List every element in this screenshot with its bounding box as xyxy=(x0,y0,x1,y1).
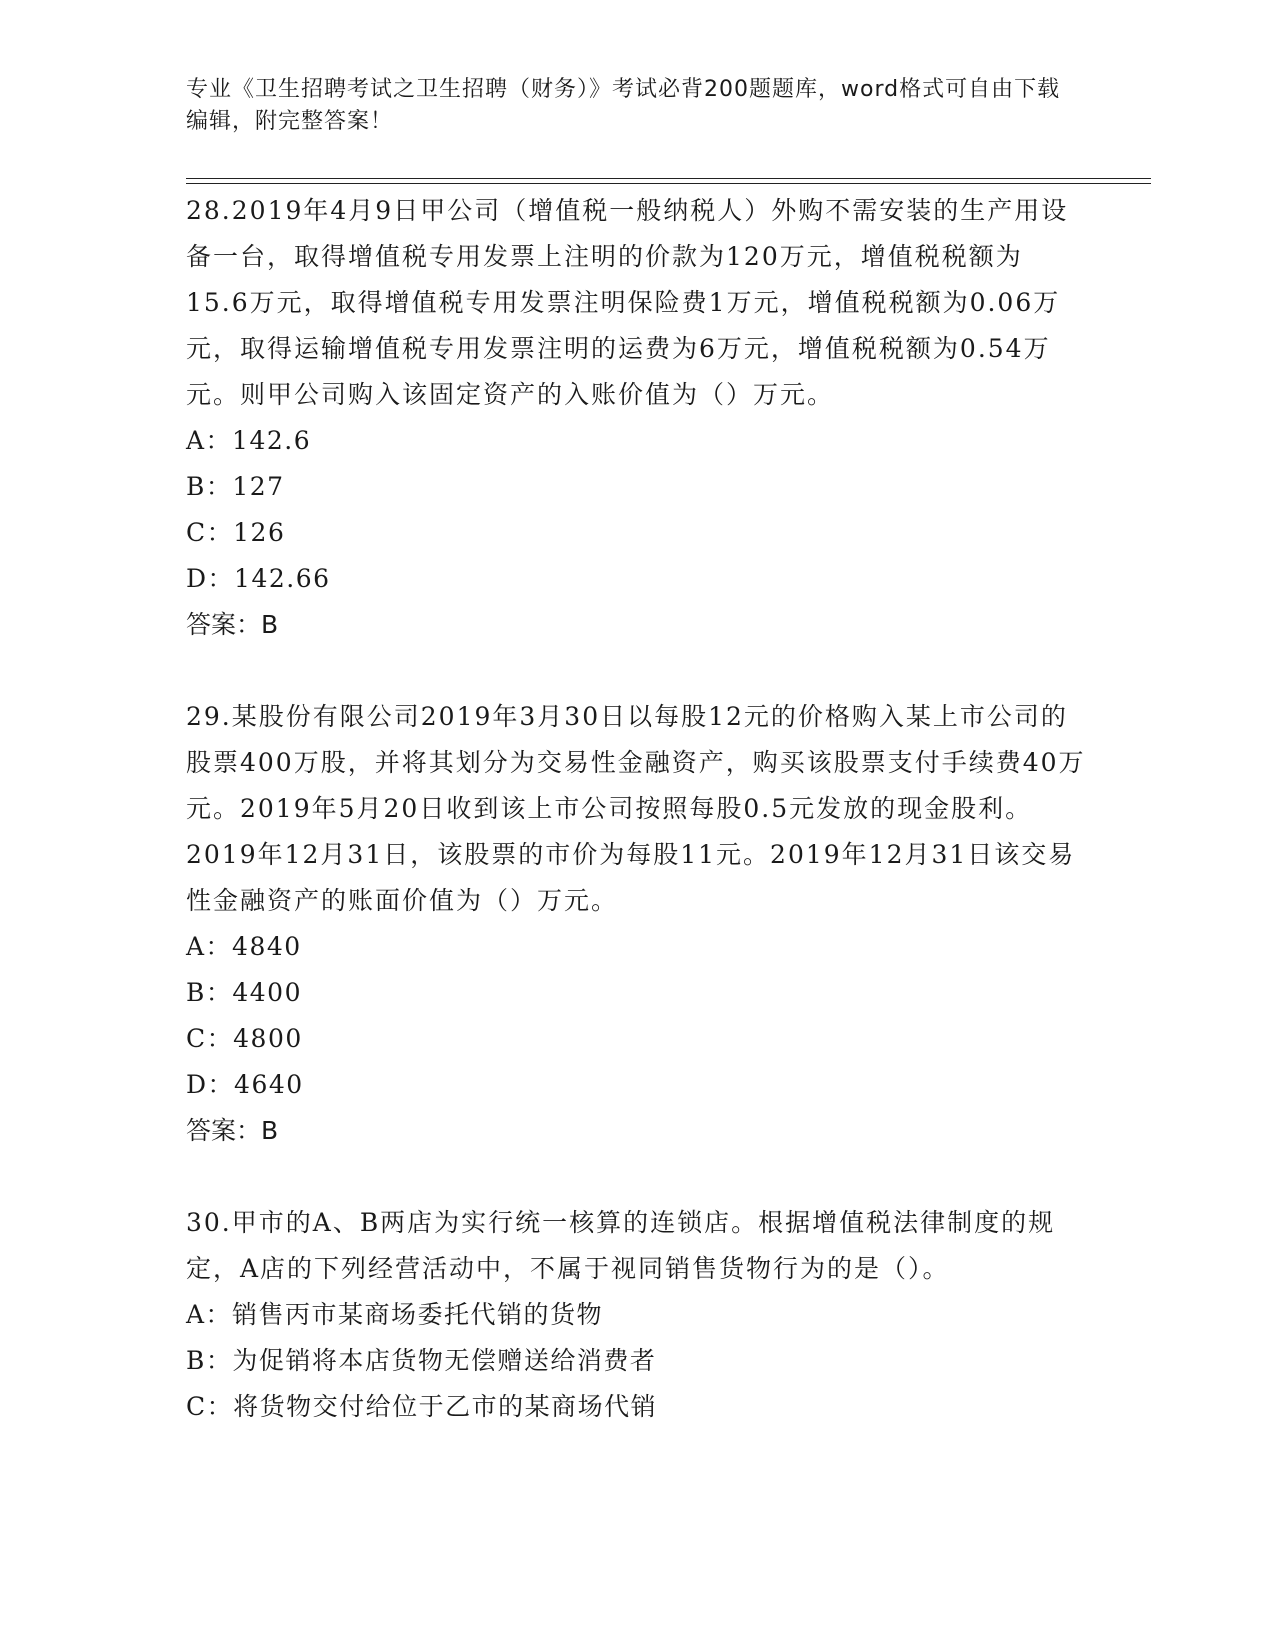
header-divider-top xyxy=(186,178,1151,179)
option-d: D：4640 xyxy=(186,1070,304,1099)
option-c: C：126 xyxy=(186,518,286,547)
option-a: A：142.6 xyxy=(186,426,312,455)
answer-line: 答案：B xyxy=(186,1116,279,1145)
question-29 xyxy=(186,694,1086,1154)
question-30 xyxy=(186,1200,1086,1430)
option-b: B：127 xyxy=(186,472,285,501)
document-header: 专业《卫生招聘考试之卫生招聘（财务）》考试必背200题题库，word格式可自由下载编辑，附完整答案！ xyxy=(186,77,1061,134)
question-list xyxy=(186,188,1086,1430)
header-divider-bottom xyxy=(186,183,1151,184)
question-28 xyxy=(186,188,1086,648)
option-b: B：为促销将本店货物无偿赠送给消费者 xyxy=(186,1346,657,1375)
answer-line: 答案：B xyxy=(186,610,279,639)
option-b: B：4400 xyxy=(186,978,302,1007)
question-stem: 30.甲市的A、B两店为实行统一核算的连锁店。根据增值税法律制度的规定，A店的下列经营活动中，不属于视同销售货物行为的是（）。 xyxy=(186,1208,1056,1283)
question-spacer xyxy=(186,1154,1086,1200)
question-spacer xyxy=(186,648,1086,694)
question-stem: 29.某股份有限公司2019年3月30日以每股12元的价格购入某上市公司的股票400万股，并将其划分为交易性金融资产，购买该股票支付手续费40万元。2019年5月20日收到该上市公司按照每股0.5元发放的现金股利。2019年12月31日，该股票的市价为每股11元。2019年12月31日该交易性金融资产的账面价值为（）万元。 xyxy=(186,702,1086,915)
option-d: D：142.66 xyxy=(186,564,331,593)
option-c: C：4800 xyxy=(186,1024,303,1053)
option-a: A：4840 xyxy=(186,932,302,961)
option-a: A：销售丙市某商场委托代销的货物 xyxy=(186,1300,604,1329)
option-c: C：将货物交付给位于乙市的某商场代销 xyxy=(186,1392,658,1421)
question-stem: 28.2019年4月9日甲公司（增值税一般纳税人）外购不需安装的生产用设备一台，取得增值税专用发票上注明的价款为120万元，增值税税额为15.6万元，取得增值税专用发票注明保险费1万元，增值税税额为0.06万元，取得运输增值税专用发票注明的运费为6万元，增值税税额为0.54万元。则甲公司购入该固定资产的入账价值为（）万元。 xyxy=(186,196,1069,409)
